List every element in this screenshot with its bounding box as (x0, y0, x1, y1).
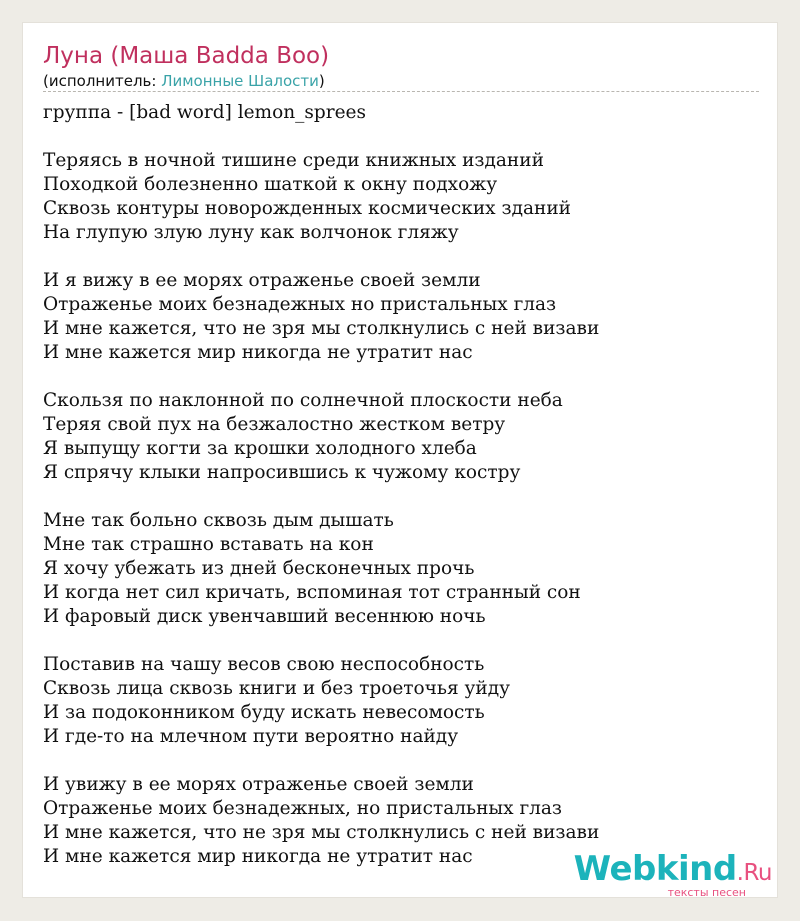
artist-line (43, 71, 325, 91)
lyric-line: Я спрячу клыки напросившись к чужому костру (43, 462, 521, 483)
watermark-logo (574, 851, 772, 891)
stanza (43, 149, 599, 245)
lyric-line: Теряясь в ночной тишине среди книжных изданий (43, 150, 544, 171)
lyric-line: И я вижу в ее морях отраженье своей земли (43, 270, 481, 291)
lyric-line: И фаровый диск увенчавший весеннюю ночь (43, 606, 486, 627)
lyrics-body (43, 101, 599, 869)
lyric-line: Сквозь контуры новорожденных космических зданий (43, 198, 571, 219)
lyric-line: Я хочу убежать из дней бесконечных прочь (43, 558, 475, 579)
lyric-line: Отраженье моих безнадежных но пристальных глаз (43, 294, 557, 315)
divider (43, 91, 759, 92)
lyric-line: Походкой болезненно шаткой к окну подхожу (43, 174, 498, 195)
lyric-line: И где-то на млечном пути вероятно найду (43, 726, 459, 747)
lyric-line: Я выпущу когти за крошки холодного хлеба (43, 438, 477, 459)
lyric-line: Поставив на чашу весов свою неспособность (43, 654, 485, 675)
lyric-line: И мне кажется мир никогда не утратит нас (43, 342, 473, 363)
lyric-line: Скользя по наклонной по солнечной плоскости неба (43, 390, 563, 411)
lyric-line: На глупую злую луну как волчонок гляжу (43, 222, 459, 243)
lyric-line: И увижу в ее морях отраженье своей земли (43, 774, 474, 795)
lyric-line: И мне кажется мир никогда не утратит нас (43, 846, 473, 867)
lyric-line: И мне кажется, что не зря мы столкнулись с ней визави (43, 822, 600, 843)
artist-suffix: ) (318, 72, 325, 90)
stanza (43, 389, 599, 485)
artist-link[interactable]: Лимонные Шалости (161, 72, 319, 90)
lyric-line: И за подоконником буду искать невесомость (43, 702, 485, 723)
watermark-tagline: тексты песен (667, 886, 746, 899)
song-title: Луна (Маша Badda Boo) (43, 43, 330, 69)
lyric-line: И мне кажется, что не зря мы столкнулись с ней визави (43, 318, 600, 339)
lyric-line: Сквозь лица сквозь книги и без троеточья уйду (43, 678, 510, 699)
stanza (43, 653, 599, 749)
lyric-line: Мне так страшно вставать на кон (43, 534, 374, 555)
lyrics-intro: группа - [bad word] lemon_sprees (43, 102, 366, 123)
lyric-line: Мне так больно сквозь дым дышать (43, 510, 394, 531)
stanza (43, 509, 599, 629)
lyric-line: И когда нет сил кричать, вспоминая тот странный сон (43, 582, 581, 603)
stanza (43, 773, 599, 869)
webkind-watermark (574, 851, 772, 899)
stanza (43, 269, 599, 365)
artist-prefix: (исполнитель: (43, 72, 162, 90)
lyric-line: Теряя свой пух на безжалостно жестком ветру (43, 414, 506, 435)
lyric-line: Отраженье моих безнадежных, но пристальных глаз (43, 798, 563, 819)
lyrics-card (22, 22, 778, 898)
watermark-tld: .Ru (736, 860, 772, 886)
watermark-site: Webkind (573, 849, 737, 889)
